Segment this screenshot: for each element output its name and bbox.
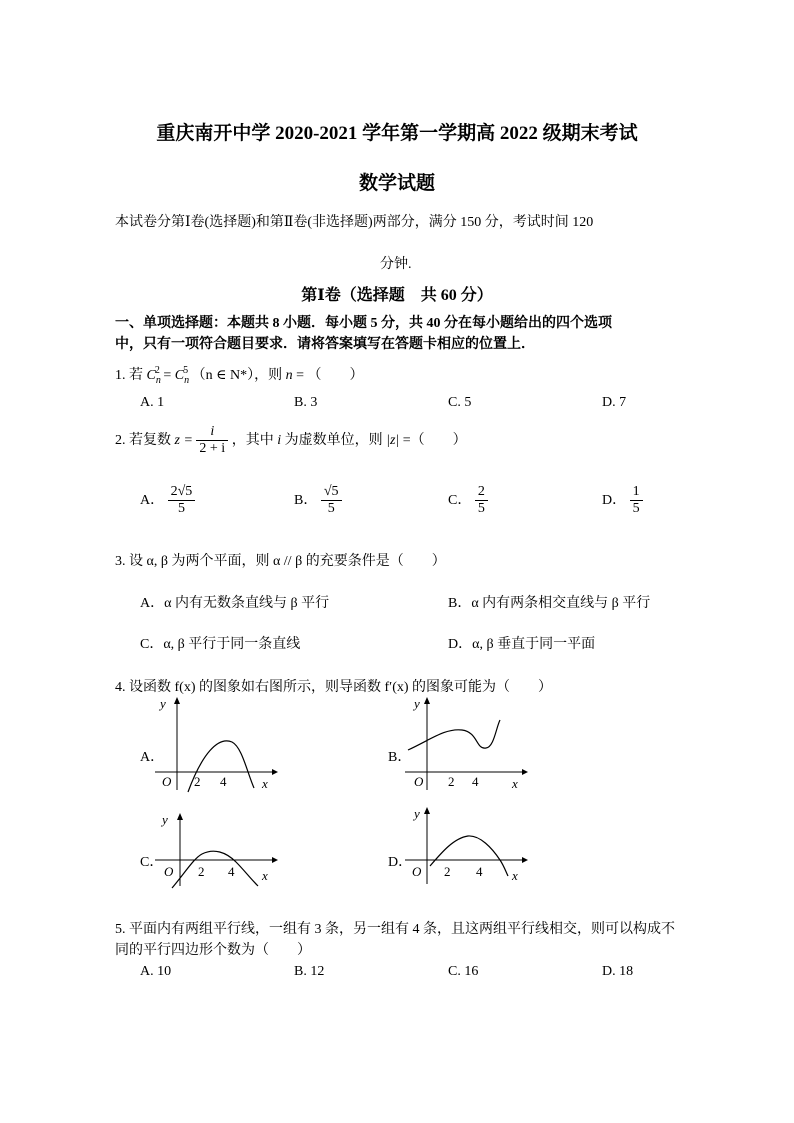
question-4-stem: 4. 设函数 f(x) 的图象如右图所示，则导函数 f′(x) 的图象可能为（ ）	[115, 680, 553, 695]
y-axis-arrow	[174, 697, 180, 704]
question-3-stem: 3. 设 α, β 为两个平面，则 α // β 的充要条件是（ ）	[115, 554, 446, 569]
y-axis-arrow	[424, 697, 430, 704]
q2-option-c	[448, 484, 488, 517]
origin-label: O	[414, 774, 424, 789]
q4-graph-c	[150, 808, 280, 898]
q2-mid: ，其中	[231, 432, 274, 448]
instruction-line-2: 中，只有一项符合题目要求．请将答案填写在答题卡相应的位置上．	[115, 337, 535, 352]
q2-option-d-den: 5	[632, 501, 640, 517]
q2-prefix: 2. 若复数	[115, 432, 171, 448]
q2-option-a	[140, 484, 195, 517]
x-axis-arrow	[522, 769, 528, 775]
y-axis-arrow	[177, 813, 183, 820]
q4-graph-a	[150, 692, 280, 792]
q3-option-b: B．α 内有两条相交直线与 β 平行	[448, 596, 651, 611]
question-5-line-1: 5. 平面内有两组平行线，一组有 3 条，另一组有 4 条，且这两组平行线相交，则可以构成不	[115, 922, 675, 937]
q1-equals: =	[296, 368, 304, 383]
question-5-line-2: 同的平行四边形个数为（ ）	[115, 943, 311, 958]
axis-x-label: x	[262, 776, 268, 791]
q2-fraction	[196, 424, 228, 457]
q2-option-d-num: 1	[630, 484, 643, 501]
tick-2: 2	[194, 774, 201, 789]
tick-4: 4	[472, 774, 479, 789]
q1-paren: （ ）	[307, 368, 364, 383]
q2-z: z =	[174, 432, 193, 448]
question-1-stem	[115, 364, 363, 386]
q2-option-d-label: D．	[602, 492, 627, 508]
tick-4: 4	[476, 864, 483, 879]
exam-subtitle: 数学试题	[358, 173, 435, 194]
intro-line-1: 本试卷分第Ⅰ卷(选择题)和第Ⅱ卷(非选择题)两部分，满分 150 分，考试时间 120	[115, 215, 594, 230]
axis-y-label: y	[162, 812, 168, 827]
q5-option-b: B. 12	[294, 964, 325, 979]
q2-option-d	[602, 484, 643, 517]
q2-option-c-den: 5	[477, 501, 485, 517]
q3-option-d: D．α, β 垂直于同一平面	[448, 637, 596, 652]
q2-option-b-num: √5	[321, 484, 342, 501]
section-title: 第Ⅰ卷（选择题 共 60 分）	[301, 287, 493, 304]
axis-x-label: x	[512, 868, 518, 883]
q1-option-b: B. 3	[294, 395, 318, 410]
q1-option-d: D. 7	[602, 395, 627, 410]
axis-x-label: x	[512, 776, 518, 791]
q4-graph-c-label: C．	[140, 855, 164, 870]
tick-4: 4	[220, 774, 227, 789]
q1-option-a: A. 1	[140, 395, 165, 410]
q2-option-b-den: 5	[327, 501, 335, 517]
q2-fraction-den: 2 + i	[199, 441, 226, 457]
x-axis-arrow	[522, 857, 528, 863]
q4-graph-d	[400, 800, 530, 890]
tick-2: 2	[444, 864, 451, 879]
tick-2: 2	[198, 864, 205, 879]
axis-x-label: x	[262, 868, 268, 883]
tick-4: 4	[228, 864, 235, 879]
q2-option-c-label: C．	[448, 492, 472, 508]
q2-option-a-label: A．	[140, 492, 165, 508]
q1-condition: （n ∈ N*），则	[191, 368, 283, 383]
curve	[430, 836, 508, 876]
q2-option-b-label: B．	[294, 492, 318, 508]
q2-suffix: =（ ）	[402, 432, 467, 448]
q3-option-a: A．α 内有无数条直线与 β 平行	[140, 596, 330, 611]
origin-label: O	[162, 774, 172, 789]
q5-option-c: C. 16	[448, 964, 479, 979]
q5-option-a: A. 10	[140, 964, 172, 979]
origin-label: O	[412, 864, 422, 879]
q1-prefix: 1. 若	[115, 368, 143, 383]
q4-graph-d-label: D．	[388, 855, 413, 870]
axis-y-label: y	[414, 696, 420, 711]
q2-option-c-num: 2	[475, 484, 488, 501]
q4-graph-b	[400, 692, 530, 792]
q5-option-d: D. 18	[602, 964, 634, 979]
q1-option-c: C. 5	[448, 395, 472, 410]
intro-line-2: 分钟.	[380, 257, 412, 272]
x-axis-arrow	[272, 769, 278, 775]
q2-i: i	[277, 432, 282, 448]
y-axis-arrow	[424, 807, 430, 814]
q2-option-a-num: 2√5	[168, 484, 196, 501]
tick-2: 2	[448, 774, 455, 789]
curve	[408, 720, 500, 750]
q2-option-a-den: 5	[177, 501, 185, 517]
q2-abs: |z|	[386, 432, 400, 448]
q3-option-c: C．α, β 平行于同一条直线	[140, 637, 301, 652]
x-axis-arrow	[272, 857, 278, 863]
q2-mid2: 为虚数单位，则	[284, 432, 383, 448]
axis-y-label: y	[160, 696, 166, 711]
q1-combination-equation: $C_n^2 = C_n^5$	[146, 365, 190, 386]
q1-variable: n	[285, 368, 293, 383]
q2-fraction-num: i	[196, 424, 228, 441]
q4-graph-b-label: B．	[388, 750, 412, 765]
q4-graph-a-label: A．	[140, 750, 165, 765]
instruction-line-1: 一、单项选择题：本题共 8 小题．每小题 5 分，共 40 分在每小题给出的四个选项	[115, 316, 612, 331]
q2-option-b	[294, 484, 342, 517]
axis-y-label: y	[414, 806, 420, 821]
curve	[172, 851, 258, 888]
origin-label: O	[164, 864, 174, 879]
question-2-stem	[115, 424, 467, 457]
exam-title: 重庆南开中学 2020-2021 学年第一学期高 2022 级期末考试	[156, 123, 638, 144]
